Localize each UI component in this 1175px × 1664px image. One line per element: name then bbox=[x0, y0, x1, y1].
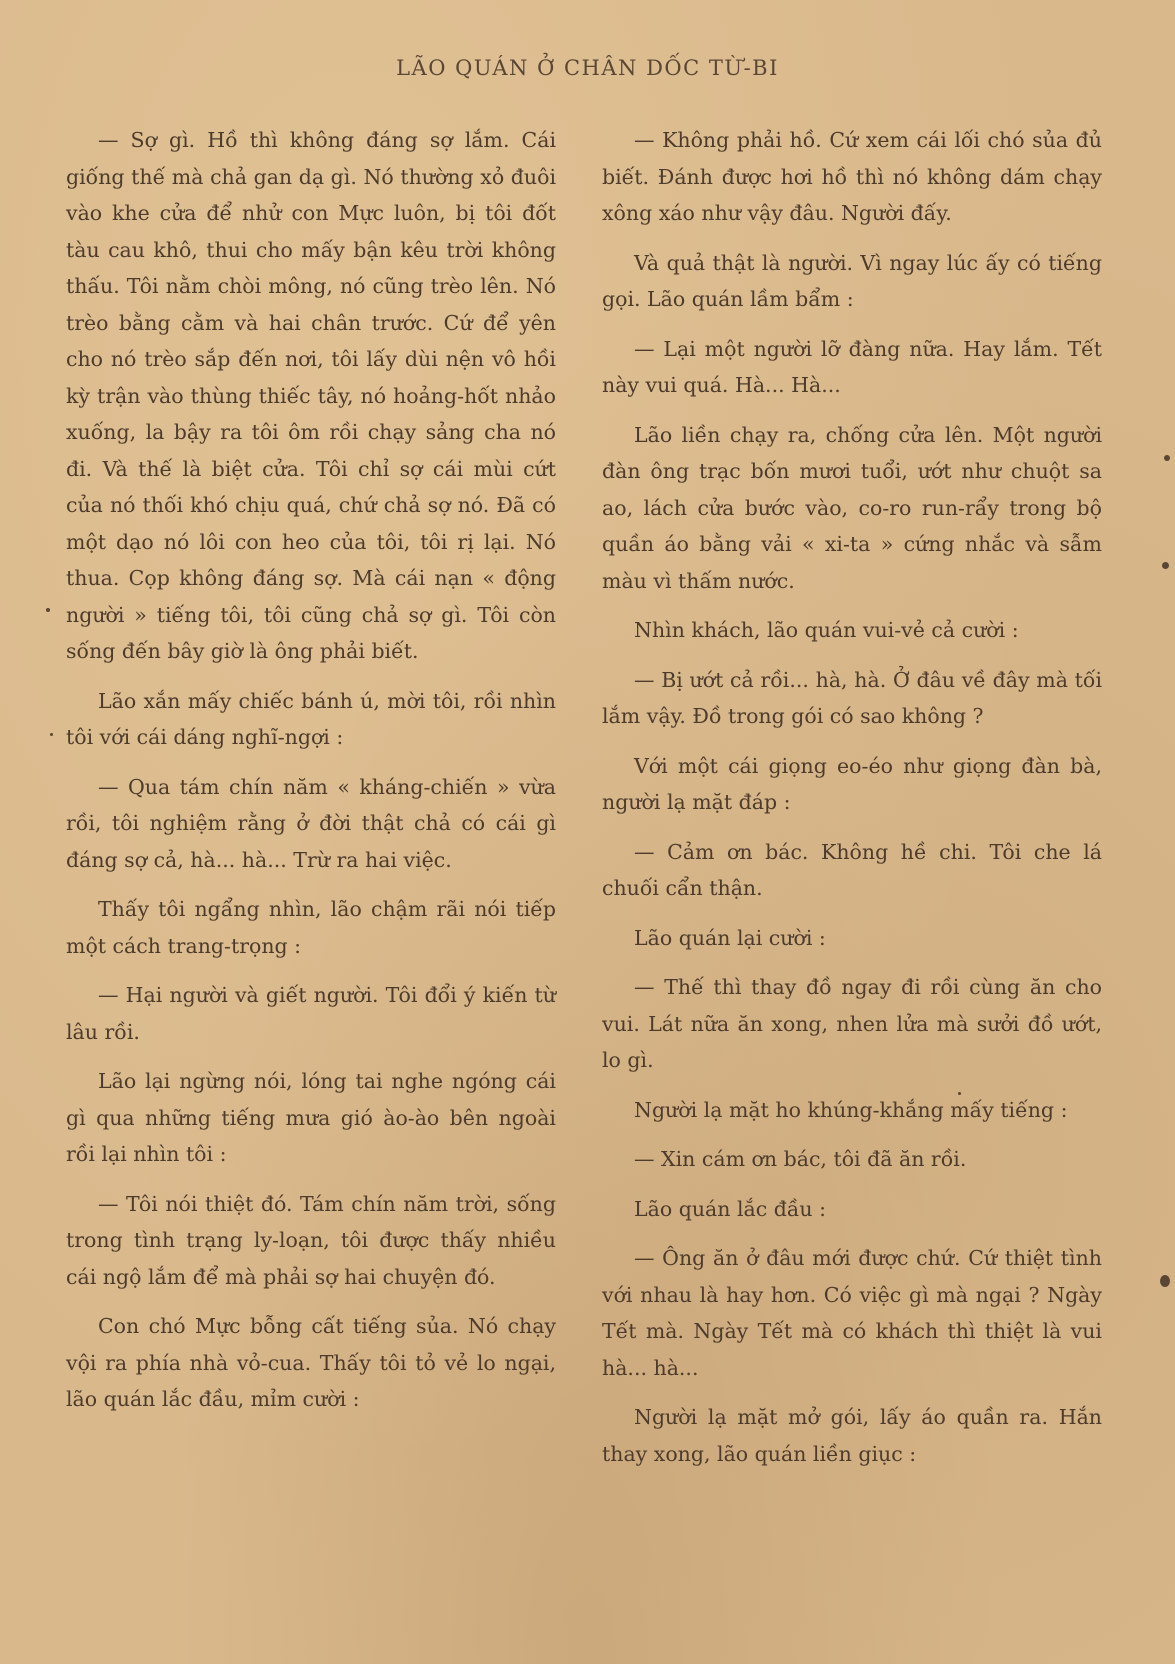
paragraph: Lão xắn mấy chiếc bánh ú, mời tôi, rồi nhìn tôi với cái dáng nghĩ-ngợi : bbox=[66, 688, 556, 749]
paragraph: Người lạ mặt mở gói, lấy áo quần ra. Hắn thay xong, lão quán liền giục : bbox=[602, 1405, 1102, 1466]
paragraph: — Cảm ơn bác. Không hề chi. Tôi che lá chuối cẩn thận. bbox=[602, 839, 1102, 900]
paragraph: — Sợ gì. Hồ thì không đáng sợ lắm. Cái giống thế mà chả gan dạ gì. Nó thường xỏ đuôi vào khe cửa để nhử con Mực luôn, bị tôi đốt tàu cau khô, thui cho mấy bận kêu trời không thấu. Tôi nằm chòi mông, nó cũng trèo lên. Nó trèo bằng cằm và hai chân trước. Cứ để yên cho nó trèo sắp đến nơi, tôi lấy dùi nện vô hồi kỳ trận vào thùng thiếc tây, nó hoảng-hốt nhảo xuống, la bậy ra tôi ôm rồi chạy sảng cha nó đi. Và thế là biệt cửa. Tôi chỉ sợ cái mùi cứt của nó thối khó chịu quá, chứ chả sợ nó. Đã có một dạo nó lôi con heo của tôi, tôi rị lại. Nó thua. Cọp không đáng sợ. Mà cái nạn « động người » tiếng tôi, tôi cũng chả sợ gì. Tôi còn sống đến bây giờ là ông phải biết. bbox=[66, 128, 556, 663]
running-header: LÃO QUÁN Ở CHÂN DỐC TỪ-BI bbox=[396, 56, 779, 80]
paragraph: Lão liền chạy ra, chống cửa lên. Một người đàn ông trạc bốn mươi tuổi, ướt như chuột sa ao, lách cửa bước vào, co-ro run-rẩy trong bộ quần áo bằng vải « xi-ta » cứng nhắc và sẫm màu vì thấm nước. bbox=[602, 422, 1102, 593]
paragraph: Thấy tôi ngẩng nhìn, lão chậm rãi nói tiếp một cách trang-trọng : bbox=[66, 897, 556, 958]
paragraph: — Hại người và giết người. Tôi đổi ý kiến từ lâu rồi. bbox=[66, 983, 556, 1044]
paragraph: — Thế thì thay đồ ngay đi rồi cùng ăn cho vui. Lát nữa ăn xong, nhen lửa mà sưởi đồ ướt, lo gì. bbox=[602, 975, 1102, 1072]
paragraph: — Bị ướt cả rồi... hà, hà. Ở đâu về đây mà tối lắm vậy. Đồ trong gói có sao không ? bbox=[602, 667, 1102, 728]
paper-speck bbox=[1162, 562, 1169, 569]
paragraph: Lão quán lắc đầu : bbox=[634, 1196, 827, 1221]
paragraph: — Ông ăn ở đâu mới được chứ. Cứ thiệt tình với nhau là hay hơn. Có việc gì mà ngại ? Ngày Tết mà. Ngày Tết mà có khách thì thiệt là vui hà... hà... bbox=[602, 1246, 1102, 1380]
paragraph: — Qua tám chín năm « kháng-chiến » vừa rồi, tôi nghiệm rằng ở đời thật chả có cái gì đáng sợ cả, hà... hà... Trừ ra hai việc. bbox=[66, 774, 556, 872]
paragraph: Người lạ mặt ho khúng-khắng mấy tiếng : bbox=[634, 1097, 1068, 1122]
paragraph: — Không phải hồ. Cứ xem cái lối chó sủa đủ biết. Đánh được hơi hồ thì nó không dám chạy xông xáo như vậy đâu. Người đấy. bbox=[602, 128, 1102, 225]
paragraph: Lão lại ngừng nói, lóng tai nghe ngóng cái gì qua những tiếng mưa gió ào-ào bên ngoài rồi lại nhìn tôi : bbox=[66, 1069, 556, 1166]
paragraph: — Tôi nói thiệt đó. Tám chín năm trời, sống trong tình trạng ly-loạn, tôi được thấy nhiều cái ngộ lắm để mà phải sợ hai chuyện đó. bbox=[66, 1191, 556, 1289]
paper-speck bbox=[50, 733, 53, 736]
paragraph: Với một cái giọng eo-éo như giọng đàn bà, người lạ mặt đáp : bbox=[602, 753, 1102, 814]
paragraph: — Lại một người lỡ đàng nữa. Hay lắm. Tết này vui quá. Hà... Hà... bbox=[602, 336, 1102, 397]
paragraph: Nhìn khách, lão quán vui-vẻ cả cười : bbox=[634, 618, 1019, 642]
paper-speck bbox=[958, 1092, 961, 1095]
paragraph: Con chó Mực bỗng cất tiếng sủa. Nó chạy vội ra phía nhà vỏ-cua. Thấy tôi tỏ vẻ lo ngại, lão quán lắc đầu, mỉm cười : bbox=[66, 1314, 556, 1411]
paper-speck bbox=[1160, 1275, 1170, 1287]
right-column bbox=[602, 122, 1102, 1485]
paragraph: — Xin cám ơn bác, tôi đã ăn rồi. bbox=[634, 1147, 967, 1171]
paragraph: Và quả thật là người. Vì ngay lúc ấy có tiếng gọi. Lão quán lầm bẩm : bbox=[602, 250, 1102, 311]
paper-speck bbox=[46, 608, 50, 612]
left-column bbox=[66, 122, 556, 1431]
paragraph: Lão quán lại cười : bbox=[634, 925, 826, 950]
paper-speck bbox=[1164, 455, 1170, 461]
